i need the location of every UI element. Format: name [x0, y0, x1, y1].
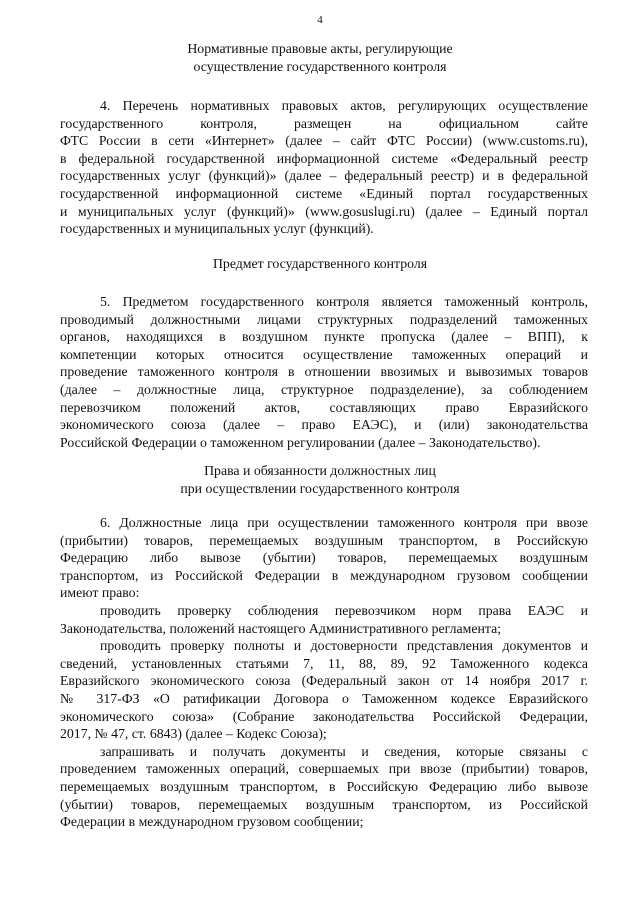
paragraph-line: Законодательства, положений настоящего Административного регламента;: [60, 620, 502, 636]
paragraph-5: [60, 293, 588, 451]
paragraph-line: экономического союза (далее – право ЕАЭС), и (или) законодательства: [60, 417, 588, 433]
paragraph-line: (далее – должностные лица, структурное подразделение), за соблюдением: [60, 381, 588, 397]
paragraph-line: Евразийского экономического союза (Федеральный закон от 14 ноября 2017 г.: [60, 673, 588, 689]
paragraph-line: проводимый должностными лицами структурных подразделений таможенных: [60, 311, 588, 327]
paragraph-line: Федерацию либо вывозе (убытии) товаров, перемещаемых воздушным: [60, 550, 588, 566]
paragraph-line: экономического союза» (Собрание законодательства Российской Федерации,: [60, 708, 588, 724]
paragraph-line: запрашивать и получать документы и сведения, которые связаны с: [100, 743, 588, 759]
paragraph-line: органов, находящихся в воздушном пункте пропуска (далее – ВПП), к: [60, 329, 588, 345]
paragraph-line: проведением таможенных операций, совершаемых при ввозе (прибытии) товаров,: [60, 761, 588, 777]
heading-line: Права и обязанности должностных лиц: [204, 463, 436, 478]
paragraph-line: 6. Должностные лица при осуществлении таможенного контроля при ввозе: [100, 515, 588, 530]
heading-line: Нормативные правовые акты, регулирующие: [187, 41, 453, 56]
paragraph-line: проведение таможенного контроля в отношении ввозимых и вывозимых товаров: [60, 364, 588, 380]
paragraph-line: имеют право:: [60, 585, 140, 601]
paragraph-6: [60, 514, 588, 831]
paragraph-line: перемещаемых воздушным транспортом, в Российскую Федерацию либо вывозе: [60, 778, 588, 794]
paragraph-line: ФТС России в сети «Интернет» (далее – сайт ФТС России) (www.customs.ru),: [60, 133, 588, 149]
paragraph-line: 4. Перечень нормативных правовых актов, регулирующих осуществление: [100, 98, 588, 113]
paragraph-line: 5. Предметом государственного контроля является таможенный контроль,: [100, 294, 588, 309]
section-heading-subject: [60, 255, 580, 273]
paragraph-line: (убытии) товаров, перемещаемых воздушным транспортом, из Российской: [60, 796, 588, 812]
heading-line: осуществление государственного контроля: [193, 58, 447, 74]
paragraph-4: [60, 97, 588, 238]
paragraph-line: сведений, установленных статьями 7, 11, 88, 89, 92 Таможенного кодекса: [60, 655, 588, 671]
paragraph-line: в федеральной государственной информационной системе «Федеральный реестр: [60, 150, 588, 166]
paragraph-line: государственного контроля, размещен на официальном сайте: [60, 115, 588, 131]
paragraph-line: государственных и муниципальных услуг (функций).: [60, 221, 374, 237]
paragraph-line: государственных услуг (функций)» (далее – федеральный реестр) и в федеральной: [60, 168, 588, 184]
section-heading-rights: [60, 462, 580, 497]
paragraph-line: № 317-ФЗ «О ратификации Договора о Таможенном кодексе Евразийского: [60, 690, 588, 706]
paragraph-line: перевозчиком положений актов, составляющих право Евразийского: [60, 399, 588, 415]
heading-line: Предмет государственного контроля: [212, 256, 428, 271]
heading-line: при осуществлении государственного контроля: [180, 480, 460, 496]
paragraph-line: 2017, № 47, ст. 6843) (далее – Кодекс Союза);: [60, 726, 327, 742]
paragraph-line: и муниципальных услуг (функций)» (www.gosuslugi.ru) (далее – Единый портал: [60, 203, 588, 219]
paragraph-line: проводить проверку полноты и достоверности представления документов и: [100, 638, 588, 654]
paragraph-line: государственной информационной системе «Единый портал государственных: [60, 185, 588, 201]
page-number: 4: [317, 14, 323, 26]
section-heading-normative-acts: [60, 40, 580, 75]
paragraph-line: транспортом, из Российской Федерации в международном грузовом сообщении: [60, 567, 588, 583]
paragraph-line: (прибытии) товаров, перемещаемых воздушным транспортом, в Российскую: [60, 532, 588, 548]
paragraph-line: Российской Федерации о таможенном регулировании (далее – Законодательство).: [60, 434, 541, 450]
paragraph-line: Федерации в международном грузовом сообщении;: [60, 814, 364, 830]
paragraph-line: проводить проверку соблюдения перевозчиком норм права ЕАЭС и: [100, 602, 588, 618]
paragraph-line: компетенции которых относится осуществление таможенных операций и: [60, 346, 588, 362]
